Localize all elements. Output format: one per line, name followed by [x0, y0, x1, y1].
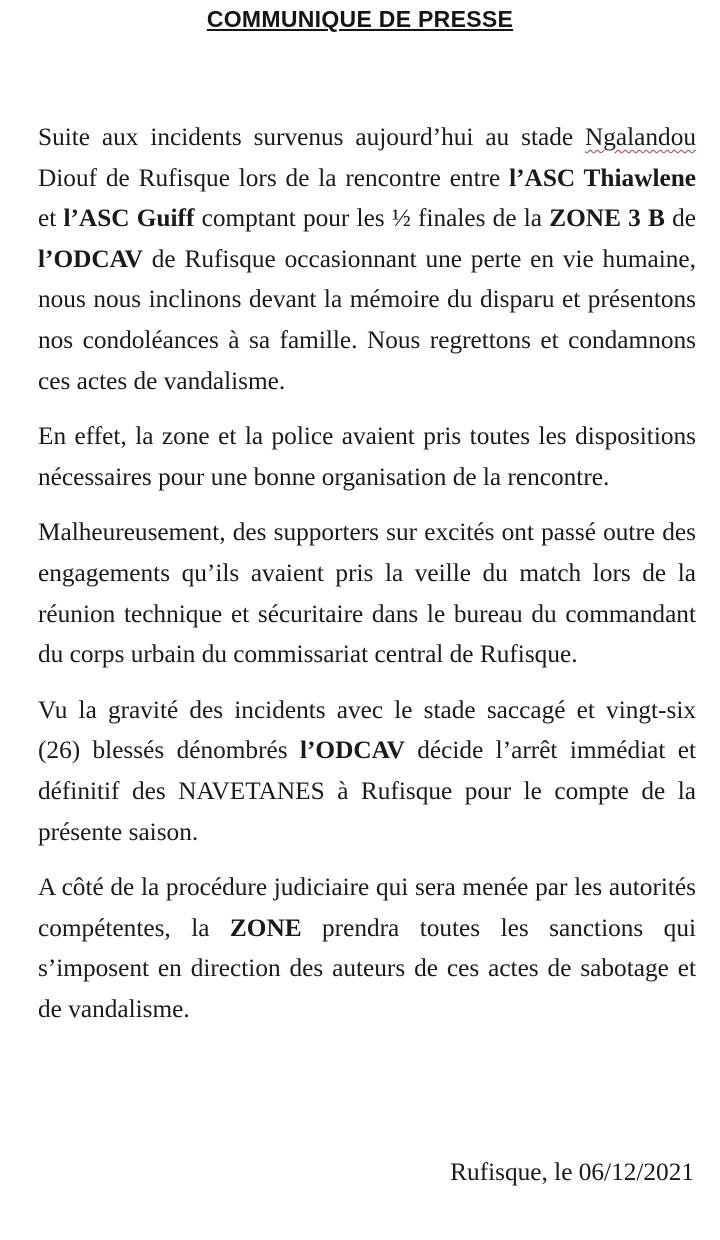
paragraph-sanctions	[38, 867, 696, 1029]
p1-zone-3b: ZONE 3 B	[549, 204, 665, 233]
paragraph-decision	[38, 690, 696, 852]
p5-text-1: A côté de la procédure judiciaire qui sera menée par les autorités compétentes, la	[38, 873, 696, 942]
p4-text-1: Vu la gravité des incidents avec le stade saccagé et vingt-six (26) blessés dénombrés	[38, 695, 696, 765]
p1-text-1: Suite aux incidents survenus aujourd’hui au stade	[38, 123, 585, 151]
p4-text-2: décide l’arrêt immédiat et définitif des NAVETANES à Rufisque pour le compte de la présente saison.	[38, 736, 697, 846]
p1-odcav: l’ODCAV	[38, 244, 143, 273]
p1-ngalandou: Ngalandou	[585, 123, 696, 151]
p1-text-7: de Rufisque occasionnant une perte en vie humaine, nous nous inclinons devant la mémoire du disparu et présentons nos condoléances à sa famille. Nous regrettons et condamnons ces actes de vandalisme.	[38, 244, 696, 395]
p1-text-5: comptant pour les ½ finales de la	[194, 204, 550, 233]
p5-text-2: prendra toutes les sanctions qui s’imposent en direction des auteurs de ces actes de sabotage et de vandalisme.	[38, 913, 696, 1023]
p1-text-6: de	[664, 204, 696, 233]
signature-place-date: Rufisque, le 06/12/2021	[450, 1158, 694, 1186]
document-body	[38, 117, 696, 1044]
paragraph-supporters	[38, 512, 696, 674]
p1-asc-guiff: l’ASC Guiff	[63, 204, 195, 233]
p5-zone: ZONE	[229, 913, 302, 942]
p1-text-4: et	[38, 204, 64, 233]
p3-text: Malheureusement, des supporters sur excités ont passé outre des engagements qu’ils avaient pris la veille du match lors de la réunion technique et sécuritaire dans le bureau du commandant du corps urbain du commissariat central de Rufisque.	[38, 518, 696, 669]
p2-text: En effet, la zone et la police avaient pris toutes les dispositions nécessaires pour une bonne organisation de la rencontre.	[38, 422, 696, 491]
p1-text-3: Diouf de Rufisque lors de la rencontre entre	[38, 163, 510, 192]
p1-asc-thiawlene: l’ASC Thiawlene	[509, 163, 696, 192]
p4-odcav: l’ODCAV	[299, 736, 405, 765]
paragraph-measures	[38, 416, 696, 497]
document-title: COMMUNIQUE DE PRESSE	[206, 6, 514, 32]
paragraph-incidents	[38, 117, 696, 401]
